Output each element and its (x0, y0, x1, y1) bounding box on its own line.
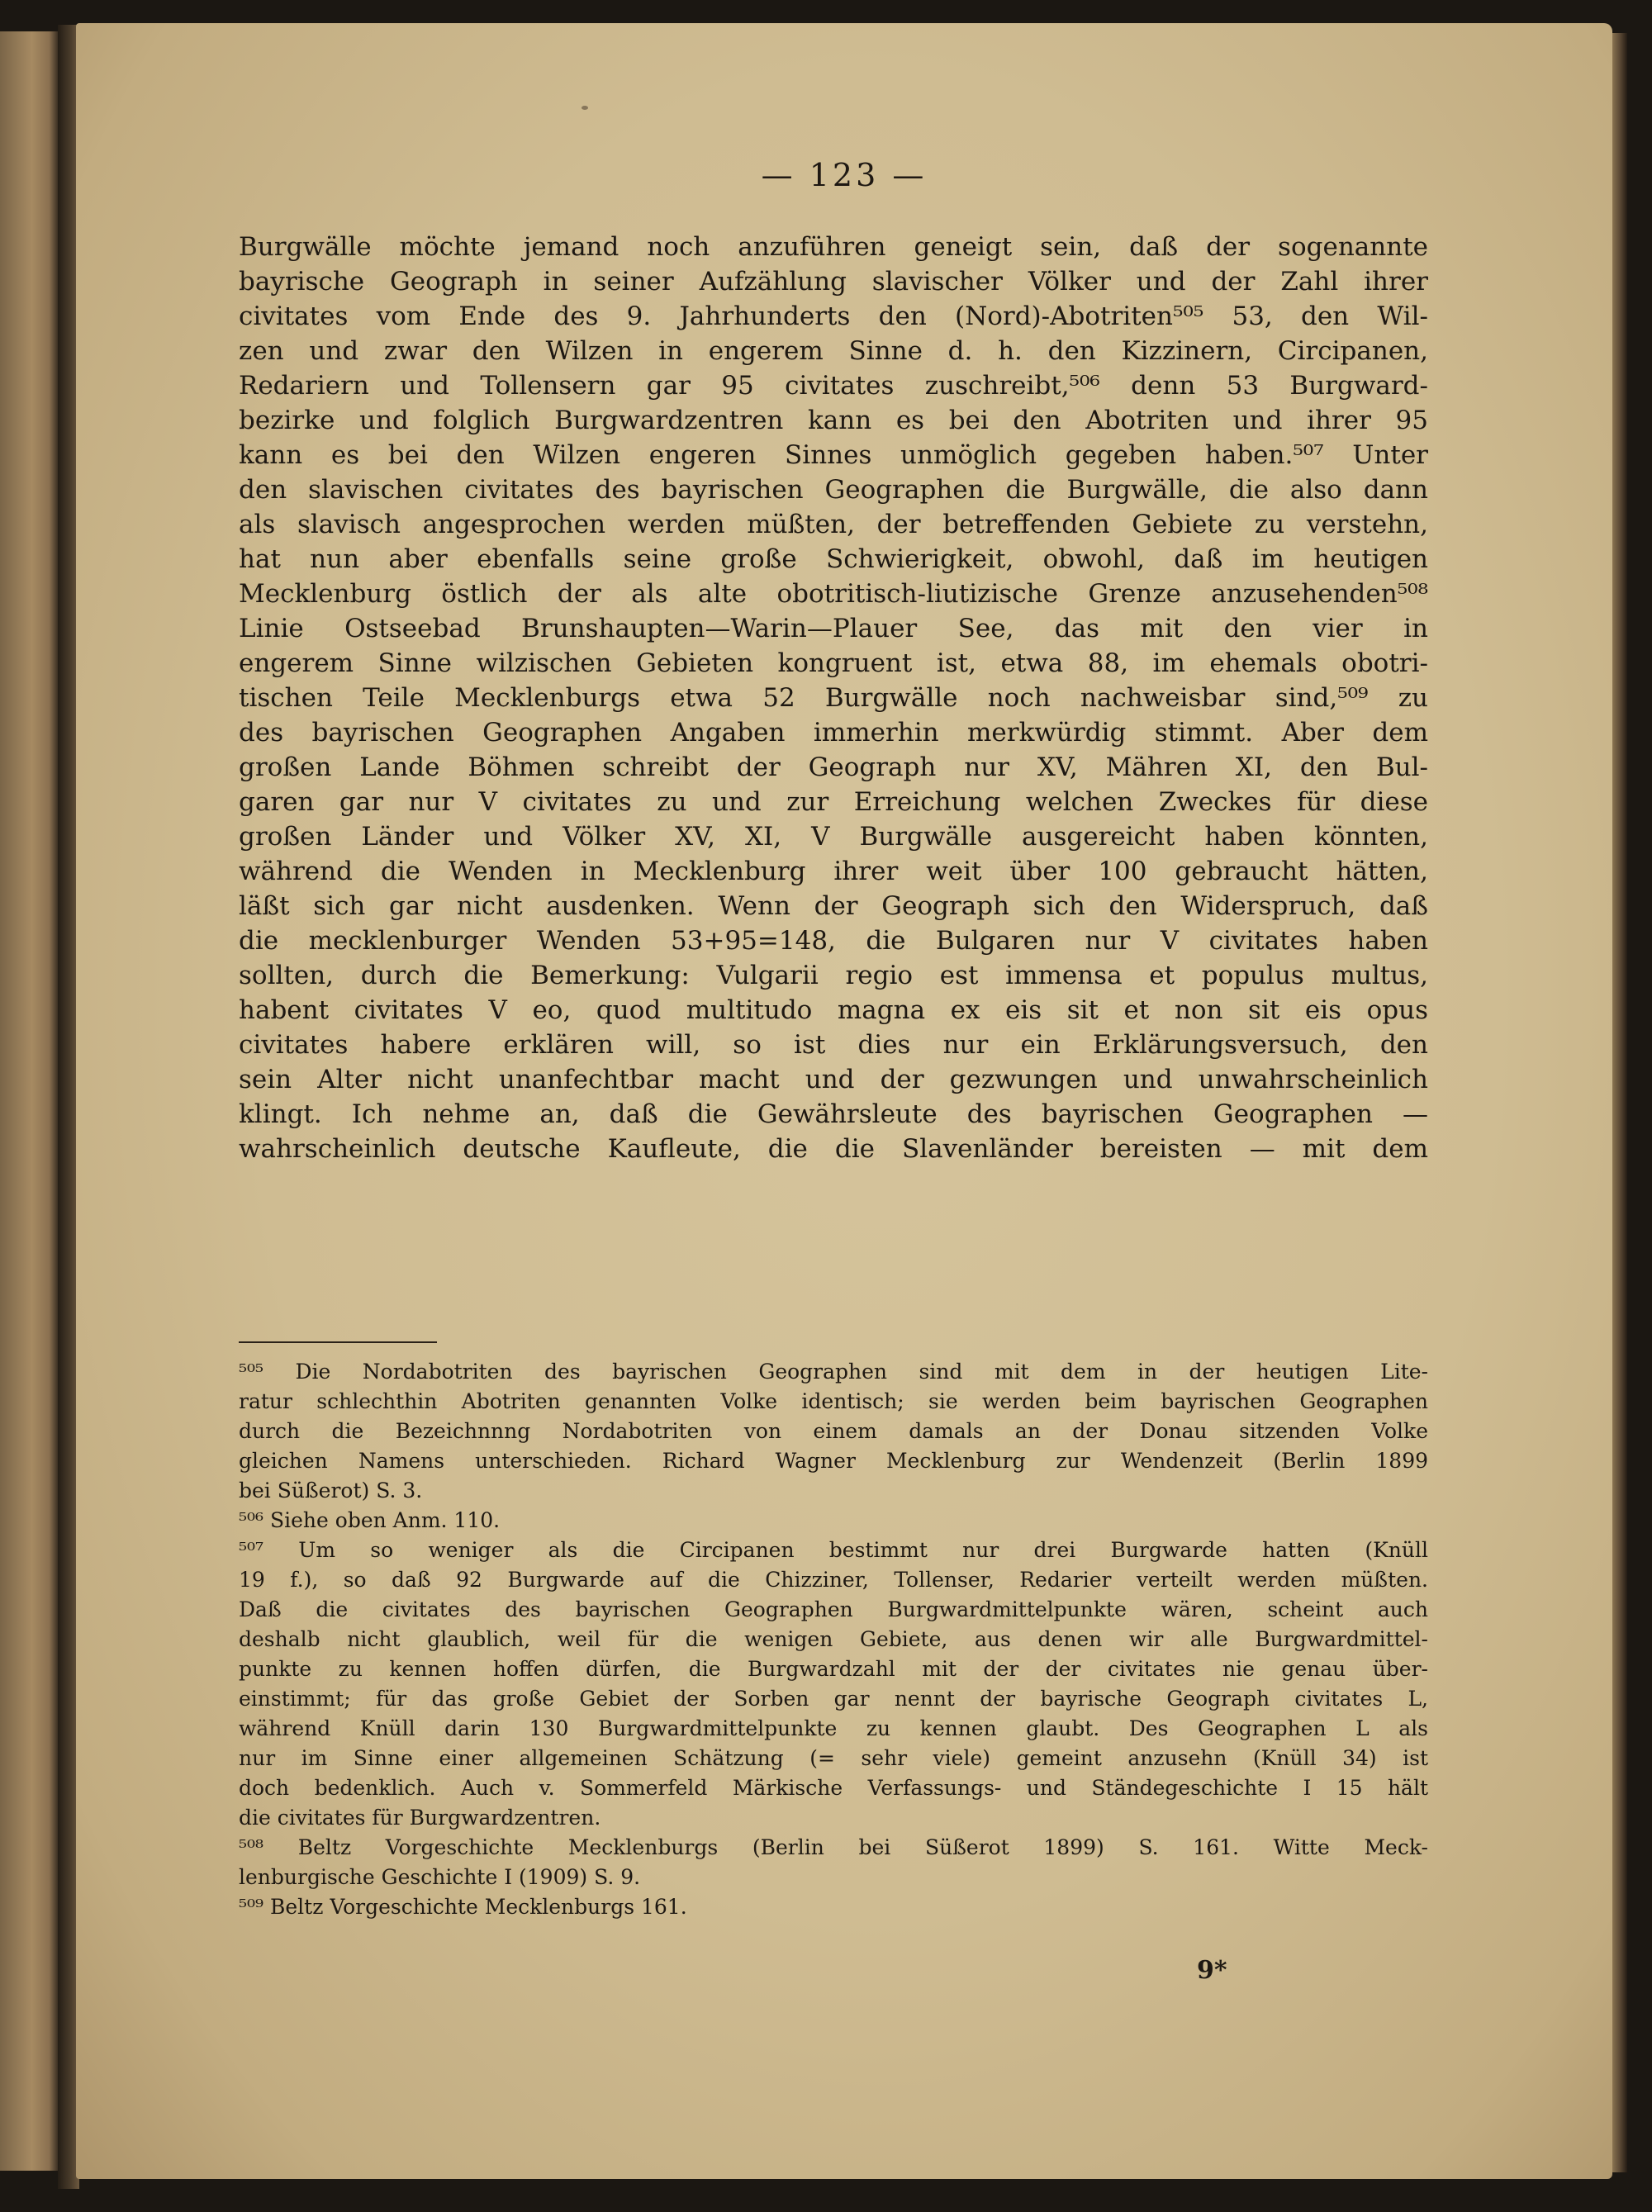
footnote-separator (239, 1341, 437, 1343)
footnote-line: während Knüll darin 130 Burgwardmittelpunkte zu kennen glaubt. Des Geographen L als (239, 1716, 1428, 1740)
body-line: des bayrischen Geographen Angaben immerhin merkwürdig stimmt. Aber dem (239, 718, 1428, 748)
printer-signature-mark: 9* (1197, 1956, 1227, 1985)
body-line: engerem Sinne wilzischen Gebieten kongruent ist, etwa 88, im ehemals obotri- (239, 648, 1428, 678)
body-text (239, 230, 1428, 1166)
footnote-line: deshalb nicht glaublich, weil für die wenigen Gebiete, aus denen wir alle Burgwardmittel- (239, 1627, 1428, 1651)
body-line: civitates habere erklären will, so ist dies nur ein Erklärungsversuch, den (239, 1030, 1428, 1060)
body-line: garen gar nur V civitates zu und zur Erreichung welchen Zweckes für diese (239, 787, 1428, 817)
body-line: die mecklenburger Wenden 53+95=148, die Bulgaren nur V civitates haben (239, 926, 1428, 956)
body-line: habent civitates V eo, quod multitudo magna ex eis sit et non sit eis opus (239, 995, 1428, 1025)
footnote-line: die civitates für Burgwardzentren. (239, 1806, 601, 1830)
footnote-line: ⁵⁰⁶ Siehe oben Anm. 110. (239, 1508, 501, 1532)
body-line: tischen Teile Mecklenburgs etwa 52 Burgwälle noch nachweisbar sind,⁵⁰⁹ zu (239, 683, 1428, 713)
body-line: wahrscheinlich deutsche Kaufleute, die die Slavenländer bereisten — mit dem (239, 1134, 1428, 1164)
body-line: großen Länder und Völker XV, XI, V Burgwälle ausgereicht haben könnten, (239, 822, 1428, 852)
footnote-line: bei Süßerot) S. 3. (239, 1479, 423, 1502)
body-line: während die Wenden in Mecklenburg ihrer weit über 100 gebraucht hätten, (239, 857, 1428, 886)
body-line: läßt sich gar nicht ausdenken. Wenn der Geograph sich den Widerspruch, daß (239, 891, 1428, 921)
paper-blemish (582, 106, 588, 110)
footnote-line: durch die Bezeichnnng Nordabotriten von einem damals an der Donau sitzenden Volke (239, 1419, 1428, 1443)
footnote-line: 19 f.), so daß 92 Burgwarde auf die Chizziner, Tollenser, Redarier verteilt werden müßten. (239, 1568, 1428, 1592)
footnote-line: ⁵⁰⁹ Beltz Vorgeschichte Mecklenburgs 161. (239, 1895, 687, 1919)
footnotes (239, 1357, 1428, 1922)
footnote-line: nur im Sinne einer allgemeinen Schätzung (= sehr viele) gemeint anzusehn (Knüll 34) ist (239, 1746, 1428, 1770)
footnote-line: ⁵⁰⁷ Um so weniger als die Circipanen bestimmt nur drei Burgwarde hatten (Knüll (239, 1538, 1428, 1562)
body-line: kann es bei den Wilzen engeren Sinnes unmöglich gegeben haben.⁵⁰⁷ Unter (239, 440, 1428, 470)
body-line: hat nun aber ebenfalls seine große Schwierigkeit, obwohl, daß im heutigen (239, 544, 1428, 574)
body-line: civitates vom Ende des 9. Jahrhunderts den (Nord)-Abotriten⁵⁰⁵ 53, den Wil- (239, 301, 1428, 331)
footnote-line: lenburgische Geschichte I (1909) S. 9. (239, 1865, 641, 1889)
footnote-line: ⁵⁰⁸ Beltz Vorgeschichte Mecklenburgs (Berlin bei Süßerot 1899) S. 161. Witte Meck- (239, 1835, 1428, 1859)
page-number: — 123 — (761, 157, 928, 193)
footnote-line: gleichen Namens unterschieden. Richard Wagner Mecklenburg zur Wendenzeit (Berlin 1899 (239, 1449, 1428, 1473)
body-line: großen Lande Böhmen schreibt der Geograph nur XV, Mähren XI, den Bul- (239, 752, 1428, 782)
body-line: bezirke und folglich Burgwardzentren kann es bei den Abotriten und ihrer 95 (239, 406, 1428, 435)
footnote-line: doch bedenklich. Auch v. Sommerfeld Märkische Verfassungs- und Ständegeschichte I 15 hält (239, 1776, 1428, 1800)
book-page (76, 23, 1612, 2179)
body-line: bayrische Geograph in seiner Aufzählung slavischer Völker und der Zahl ihrer (239, 267, 1428, 297)
footnote-line: ⁵⁰⁵ Die Nordabotriten des bayrischen Geographen sind mit dem in der heutigen Lite- (239, 1360, 1428, 1384)
body-line: sein Alter nicht unanfechtbar macht und der gezwungen und unwahrscheinlich (239, 1065, 1428, 1094)
left-page-edge (0, 31, 58, 2171)
body-line: Redariern und Tollensern gar 95 civitates zuschreibt,⁵⁰⁶ denn 53 Burgward- (239, 371, 1428, 401)
footnote-line: punkte zu kennen hoffen dürfen, die Burgwardzahl mit der der civitates nie genau über- (239, 1657, 1428, 1681)
body-line: sollten, durch die Bemerkung: Vulgarii regio est immensa et populus multus, (239, 961, 1428, 990)
body-line: Linie Ostseebad Brunshaupten—Warin—Plauer See, das mit den vier in (239, 614, 1428, 643)
body-line: klingt. Ich nehme an, daß die Gewährsleute des bayrischen Geographen — (239, 1099, 1428, 1129)
body-line: als slavisch angesprochen werden müßten, der betreffenden Gebiete zu verstehn, (239, 510, 1428, 539)
body-line: Burgwälle möchte jemand noch anzuführen geneigt sein, daß der sogenannte (239, 232, 1428, 262)
footnote-line: ratur schlechthin Abotriten genannten Volke identisch; sie werden beim bayrischen Geographen (239, 1389, 1428, 1413)
body-line: den slavischen civitates des bayrischen Geographen die Burgwälle, die also dann (239, 475, 1428, 505)
footnote-line: einstimmt; für das große Gebiet der Sorben gar nennt der bayrische Geograph civitates L, (239, 1687, 1428, 1711)
footnote-line: Daß die civitates des bayrischen Geographen Burgwardmittelpunkte wären, scheint auch (239, 1597, 1428, 1621)
body-line: Mecklenburg östlich der als alte obotritisch-liutizische Grenze anzusehenden⁵⁰⁸ (239, 579, 1428, 609)
body-line: zen und zwar den Wilzen in engerem Sinne d. h. den Kizzinern, Circipanen, (239, 336, 1428, 366)
